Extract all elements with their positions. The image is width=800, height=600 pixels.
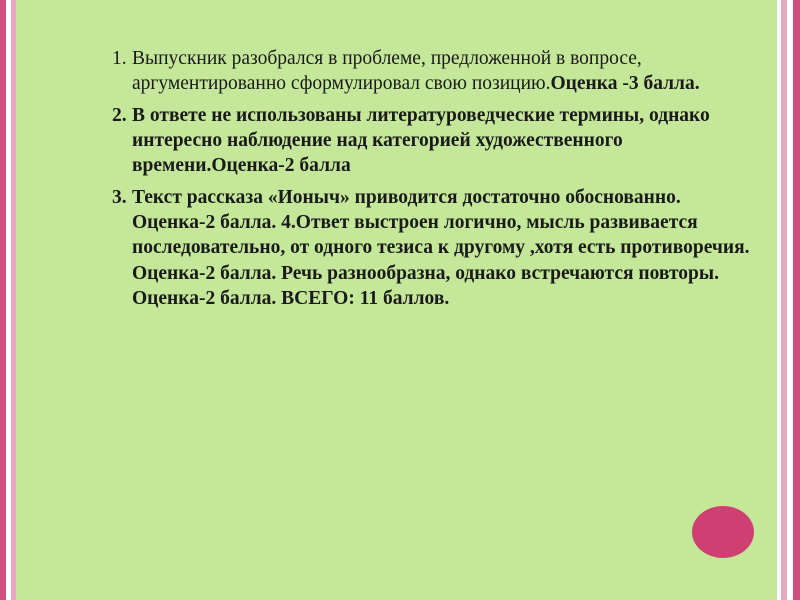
right-border-stripe-pink (793, 0, 800, 600)
left-border-stripe-light-pink (11, 0, 16, 600)
list-item-number: 3. (112, 186, 127, 208)
slide-content (112, 46, 752, 317)
right-border-stripe-white-inner (777, 0, 781, 600)
list-item-text-bold: Текст рассказа «Ионыч» приводится достаточно обоснованно. Оценка-2 балла. 4.Ответ выстроен логично, мысль развивается последовательно, от одного тезиса к другому ,хотя есть противоречия. Оценка-2 балла. Речь разнообразна, однако встречаются повторы. Оценка-2 балла. ВСЕГО: 11 баллов. (132, 186, 750, 310)
right-border-stripe-light-pink (781, 0, 787, 600)
list-item (112, 185, 752, 312)
list-item-text-bold: В ответе не использованы литературоведческие термины, однако интересно наблюдение над категорией художественного времени.Оценка-2 балла (132, 104, 710, 177)
list-item-number: 1. (112, 48, 127, 69)
list-item-text: Выпускник разобрался в проблеме, предложенной в вопросе, аргументированно сформулировал свою позицию. (132, 48, 642, 95)
numbered-list (112, 46, 752, 311)
list-item (112, 103, 752, 179)
list-item-number: 2. (112, 104, 127, 126)
decorative-circle (692, 506, 754, 558)
list-item-text-bold: Оценка -3 балла. (550, 73, 700, 95)
list-item (112, 46, 752, 97)
right-border-stripe-white (787, 0, 793, 600)
